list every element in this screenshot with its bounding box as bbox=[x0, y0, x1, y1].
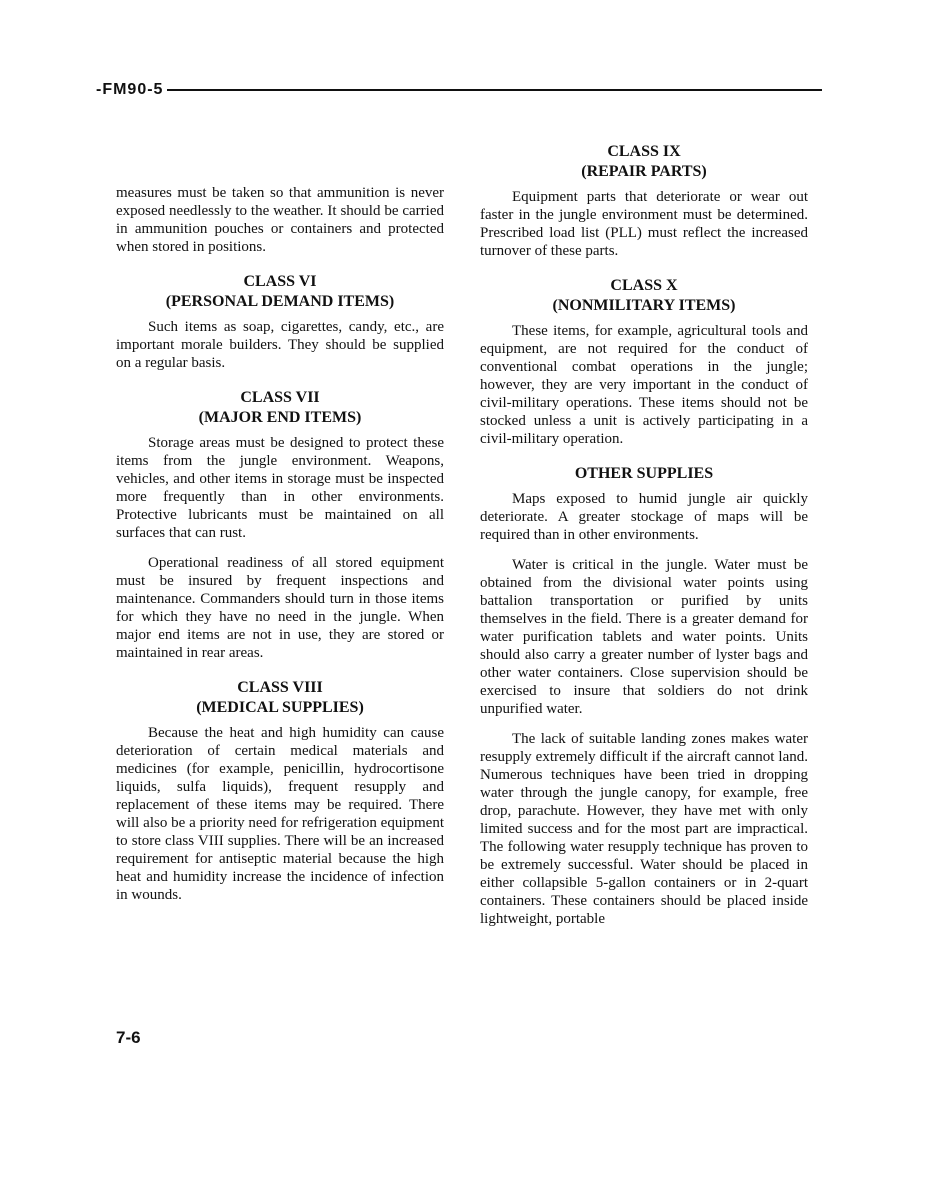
class-x-title: CLASS X bbox=[610, 277, 678, 294]
class-ix-heading bbox=[480, 142, 808, 182]
class-vi-paragraph: Such items as soap, cigarettes, candy, etc., are important morale builders. They should be supplied on a regular basis. bbox=[116, 319, 444, 371]
class-vii-paragraph-1: Storage areas must be designed to protect these items from the jungle environment. Weapons, vehicles, and other items in storage must be inspected more frequently than in other environments. Protective lubricants must be maintained on all surfaces that can rust. bbox=[116, 435, 444, 541]
class-viii-subtitle: (MEDICAL SUPPLIES) bbox=[196, 699, 364, 716]
page-number: 7-6 bbox=[116, 1028, 141, 1047]
other-supplies-paragraph-2: Water is critical in the jungle. Water must be obtained from the divisional water points using battalion transportation or purified by units themselves in the field. There is a greater demand for water purification tablets and water points. Units should also carry a greater number of lyster bags and other water containers. Close supervision should be exercised to insure that soldiers do not drink unpurified water. bbox=[480, 557, 808, 717]
class-vi-subtitle: (PERSONAL DEMAND ITEMS) bbox=[165, 293, 395, 310]
header-rule bbox=[167, 89, 822, 91]
class-x-subtitle: (NONMILITARY ITEMS) bbox=[552, 297, 736, 314]
class-viii-title: CLASS VIII bbox=[237, 679, 323, 696]
class-ix-paragraph: Equipment parts that deteriorate or wear out faster in the jungle environment must be determined. Prescribed load list (PLL) must reflect the increased turnover of these parts. bbox=[480, 189, 808, 259]
other-supplies-paragraph-1: Maps exposed to humid jungle air quickly deteriorate. A greater stockage of maps will be required than in other environments. bbox=[480, 491, 808, 543]
class-vii-subtitle: (MAJOR END ITEMS) bbox=[198, 409, 362, 426]
class-x-paragraph: These items, for example, agricultural tools and equipment, are not required for the conduct of conventional combat operations in the jungle; however, they are very important in the conduct of civil-military operations. These items should not be stocked unless a unit is actively participating in a civil-military operation. bbox=[480, 323, 808, 447]
class-vi-heading bbox=[116, 272, 444, 312]
right-column bbox=[480, 140, 808, 940]
class-viii-paragraph: Because the heat and high humidity can cause deterioration of certain medical materials and medicines (for example, penicillin, hydrocortisone liquids, sulfa liquids), frequent resupply and replacement of these items may be required. There will also be a priority need for refrigeration equipment to store class VIII supplies. There will be an increased requirement for antiseptic material because the high heat and humidity increase the incidence of infection in wounds. bbox=[116, 725, 444, 903]
other-supplies-title: OTHER SUPPLIES bbox=[574, 465, 714, 482]
other-supplies-paragraph-3: The lack of suitable landing zones makes water resupply extremely difficult if the aircraft cannot land. Numerous techniques have been tried in dropping water through the jungle canopy, for example, free drop, parachute. However, they have met with only limited success and for the most part are impractical. The following water resupply technique has proven to be extremely successful. Water should be placed in either collapsible 5-gallon containers or in 2-quart containers. These containers should be placed inside lightweight, portable bbox=[480, 731, 808, 927]
class-ix-subtitle: (REPAIR PARTS) bbox=[581, 163, 707, 180]
class-vii-title: CLASS VII bbox=[240, 389, 320, 406]
class-vii-paragraph-2: Operational readiness of all stored equipment must be insured by frequent inspections and maintenance. Commanders should turn in those items for which they have no need in the jungle. When major end items are not in use, they are stored or maintained in rear areas. bbox=[116, 555, 444, 661]
class-vii-heading bbox=[116, 388, 444, 428]
class-ix-title: CLASS IX bbox=[607, 143, 681, 160]
left-column bbox=[116, 140, 444, 916]
intro-paragraph: measures must be taken so that ammunition is never exposed needlessly to the weather. It should be carried in ammunition pouches or containers and protected when stored in positions. bbox=[116, 185, 444, 255]
manual-id: -FM90-5 bbox=[96, 81, 164, 98]
class-vi-title: CLASS VI bbox=[243, 273, 317, 290]
other-supplies-heading bbox=[480, 464, 808, 484]
page-header bbox=[96, 80, 822, 100]
class-x-heading bbox=[480, 276, 808, 316]
class-viii-heading bbox=[116, 678, 444, 718]
